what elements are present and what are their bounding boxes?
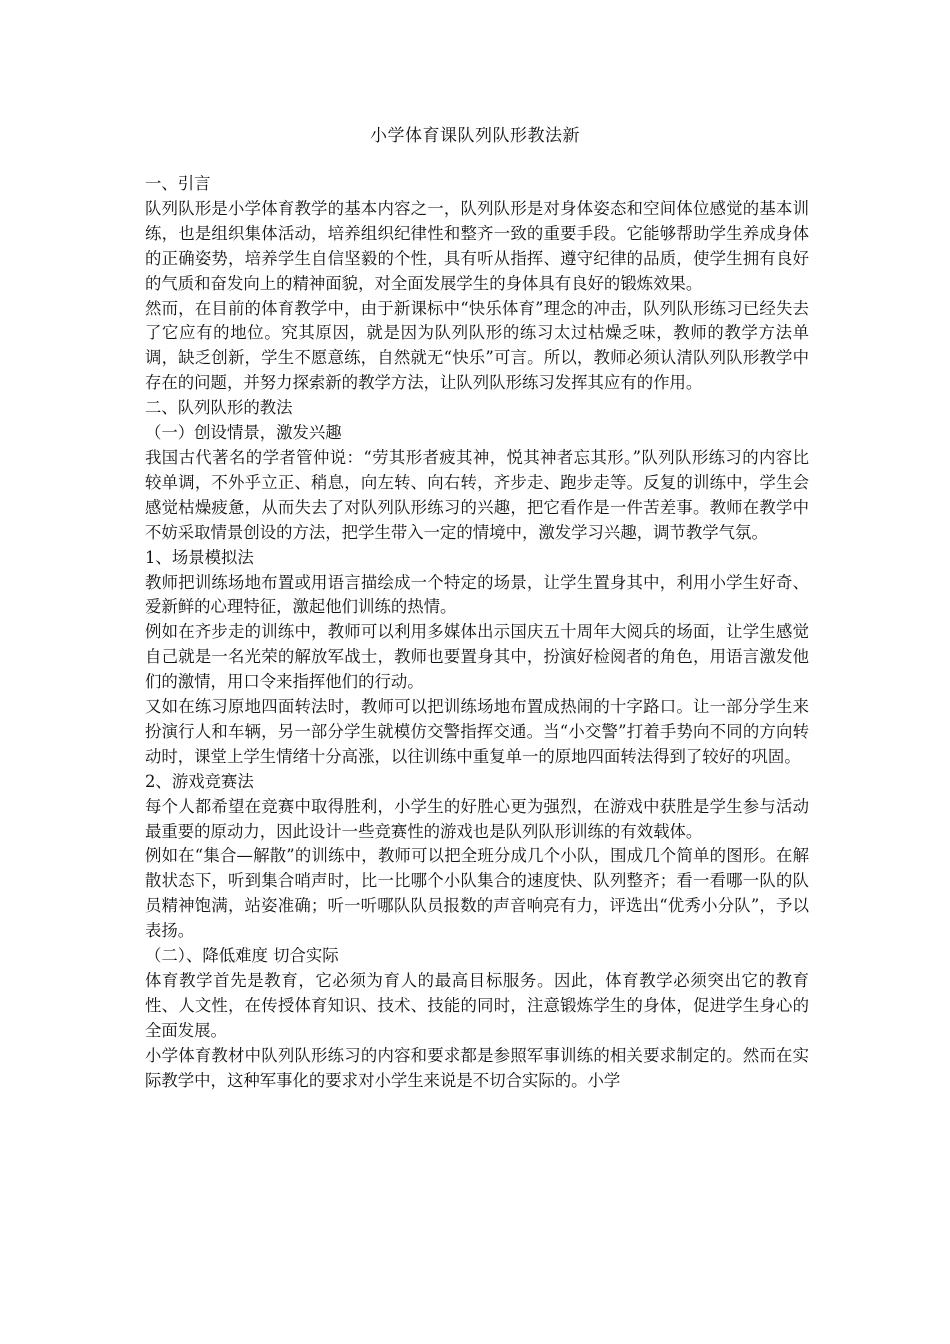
section-heading: 一、引言 — [145, 174, 211, 193]
body-paragraph: 例如在“集合—解散”的训练中，教师可以把全班分成几个小队，围成几个简单的图形。在解散状态下，听到集合哨声时，比一比哪个小队集合的速度快、队列整齐；看一看哪一队的队员精神饱满，站姿准确；听一听哪队队员报数的声音响亮有力，评选出“优秀小分队”，予以表扬。 — [145, 846, 809, 941]
body-paragraph: 我国古代著名的学者管仲说：“劳其形者疲其神，悦其神者忘其形。”队列队形练习的内容比较单调，不外乎立正、稍息，向左转、向右转，齐步走、跑步走等。反复的训练中，学生会感觉枯燥疲惫，从而失去了对队列队形练习的兴趣，把它看作是一件苦差事。教师在教学中不妨采取情景创设的方法，把学生带入一定的情境中，激发学习兴趣，调节教学气氛。 — [145, 447, 809, 542]
body-paragraph: 然而，在目前的体育教学中，由于新课标中“快乐体育”理念的冲击，队列队形练习已经失去了它应有的地位。究其原因，就是因为队列队形的练习太过枯燥乏味，教师的教学方法单调，缺乏创新，学生不愿意练，自然就无“快乐”可言。所以，教师必须认清队列队形教学中存在的问题，并努力探索新的教学方法，让队列队形练习发挥其应有的作用。 — [145, 298, 809, 393]
subsection-heading: （二）、降低难度 切合实际 — [145, 946, 339, 966]
body-paragraph: 又如在练习原地四面转法时，教师可以把训练场地布置成热闹的十字路口。让一部分学生来扮演行人和车辆，另一部分学生就模仿交警指挥交通。当“小交警”打着手势向不同的方向转动时，课堂上学生情绪十分高涨，以往训练中重复单一的原地四面转法得到了较好的巩固。 — [145, 697, 809, 766]
document-body — [145, 172, 809, 1094]
method-heading: 1、场景模拟法 — [145, 547, 254, 567]
subsection-heading: （一）创设情景，激发兴趣 — [145, 423, 342, 443]
body-paragraph: 队列队形是小学体育教学的基本内容之一，队列队形是对身体姿态和空间体位感觉的基本训练，也是组织集体活动，培养组织纪律性和整齐一致的重要手段。它能够帮助学生养成身体的正确姿势，培养学生自信坚毅的个性，具有听从指挥、遵守纪律的品质，使学生拥有良好的气质和奋发向上的精神面貌，对全面发展学生的身体具有良好的锻炼效果。 — [145, 198, 809, 293]
body-paragraph: 每个人都希望在竞赛中取得胜利，小学生的好胜心更为强烈，在游戏中获胜是学生参与活动最重要的原动力，因此设计一些竞赛性的游戏也是队列队形训练的有效载体。 — [145, 796, 809, 841]
document-title: 小学体育课队列队形教法新 — [370, 126, 580, 146]
body-paragraph: 例如在齐步走的训练中，教师可以利用多媒体出示国庆五十周年大阅兵的场面，让学生感觉自己就是一名光荣的解放军战士，教师也要置身其中，扮演好检阅者的角色，用语言激发他们的激情，用口令来指挥他们的行动。 — [145, 622, 809, 692]
body-paragraph: 教师把训练场地布置或用语言描绘成一个特定的场景，让学生置身其中，利用小学生好奇、爱新鲜的心理特征，激起他们训练的热情。 — [145, 572, 809, 617]
method-heading: 2、游戏竞赛法 — [145, 771, 254, 791]
body-paragraph: 体育教学首先是教育，它必须为育人的最高目标服务。因此，体育教学必须突出它的教育性、人文性，在传授体育知识、技术、技能的同时，注意锻炼学生的身体，促进学生身心的全面发展。 — [145, 971, 809, 1040]
section-heading: 二、队列队形的教法 — [145, 398, 293, 418]
body-paragraph: 小学体育教材中队列队形练习的内容和要求都是参照军事训练的相关要求制定的。然而在实际教学中，这种军事化的要求对小学生来说是不切合实际的。小学 — [145, 1045, 809, 1090]
